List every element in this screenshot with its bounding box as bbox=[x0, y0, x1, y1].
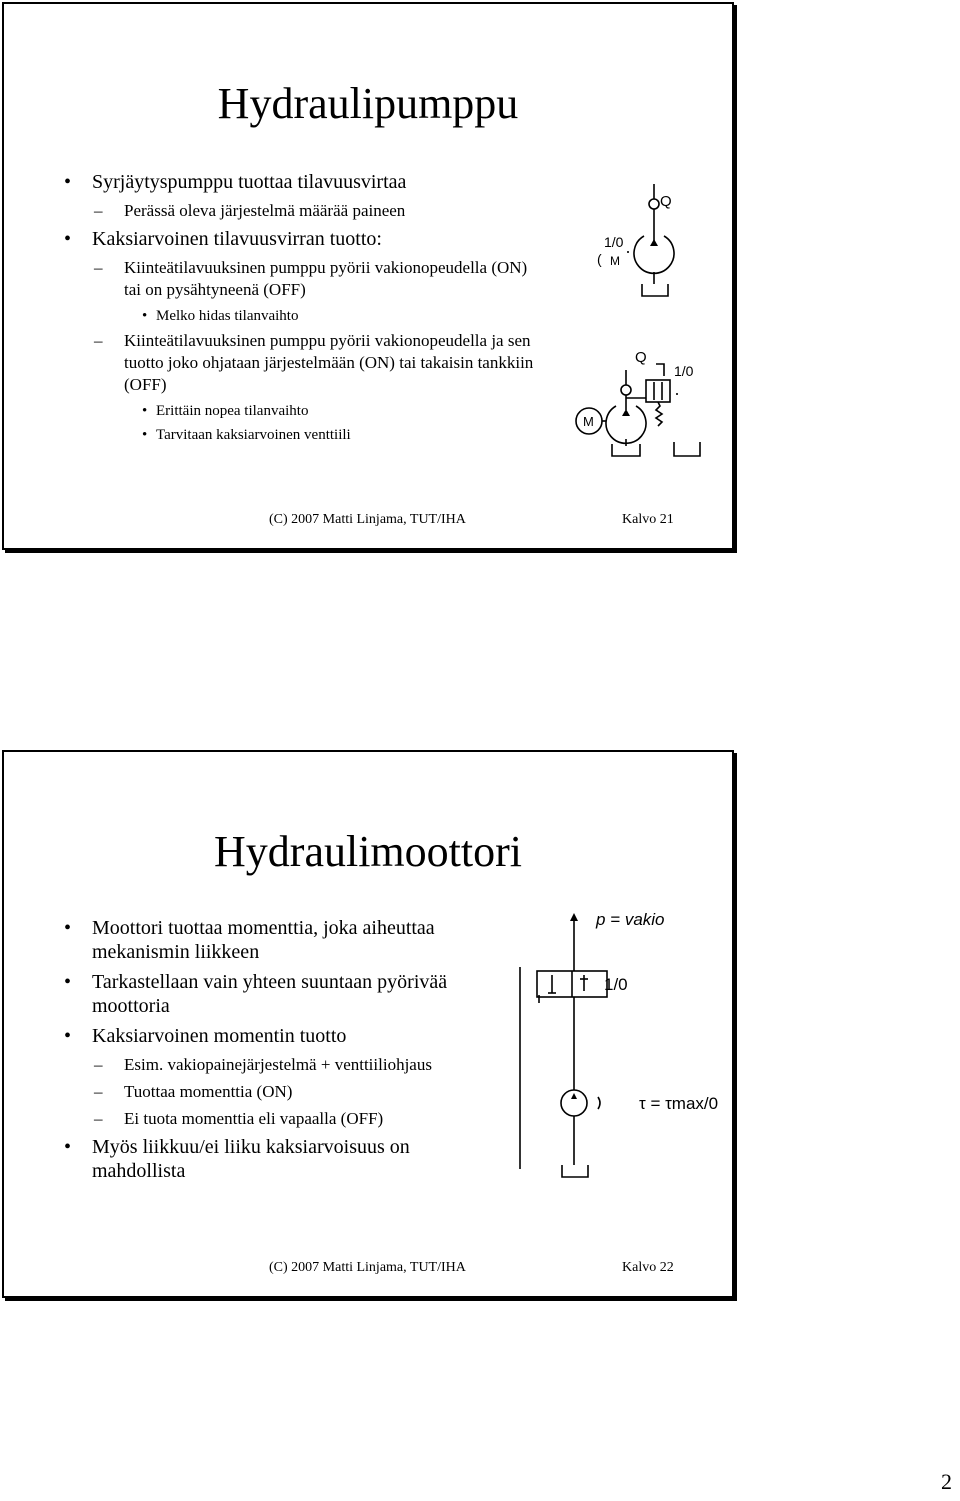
bullet-level-3: • Melko hidas tilanvaihto bbox=[64, 306, 534, 326]
onoff-label-bottom: 1/0 bbox=[674, 363, 694, 379]
bullet-level-2: – Kiinteätilavuuksinen pumppu pyörii vakionopeudella ja sen tuotto joko ohjataan järjestelmään (ON) tai takaisin tankkiin (OFF) bbox=[64, 330, 534, 396]
torque-label: τ = τmax/0 bbox=[639, 1094, 719, 1113]
bullet-level-2: – Ei tuota momenttia eli vapaalla (OFF) bbox=[64, 1108, 474, 1130]
bullet-level-1: • Moottori tuottaa momenttia, joka aiheuttaa mekanismin liikkeen bbox=[64, 916, 474, 964]
slide-title: Hydraulimoottori bbox=[214, 827, 522, 876]
bullet-level-3: • Erittäin nopea tilanvaihto bbox=[64, 401, 534, 421]
bullet-level-1: • Myös liikkuu/ei liiku kaksiarvoisuus on mahdollista bbox=[64, 1135, 474, 1183]
bullet-level-2: – Kiinteätilavuuksinen pumppu pyörii vakionopeudella (ON) tai on pysähtyneenä (OFF) bbox=[64, 257, 534, 301]
valve-label: 1/0 bbox=[604, 975, 628, 994]
bullet-level-2: – Esim. vakiopainejärjestelmä + venttiiliohjaus bbox=[64, 1054, 474, 1076]
bullet-level-1: • Kaksiarvoinen tilavuusvirran tuotto: bbox=[64, 227, 534, 251]
footer-copyright: (C) 2007 Matti Linjama, TUT/IHA bbox=[269, 512, 466, 527]
svg-text:(: ( bbox=[597, 251, 602, 267]
slide-21 bbox=[2, 2, 734, 550]
motor-label-top: M bbox=[610, 254, 620, 268]
bullet-level-1: • Tarkastellaan vain yhteen suuntaan pyörivää moottoria bbox=[64, 970, 474, 1018]
bullet-level-1: • Syrjäytyspumppu tuottaa tilavuusvirtaa bbox=[64, 170, 534, 194]
onoff-label-top: 1/0 bbox=[604, 234, 624, 250]
footer-slide-number: Kalvo 22 bbox=[622, 1260, 674, 1275]
page-number: 2 bbox=[941, 1469, 952, 1494]
slide-22 bbox=[2, 750, 734, 1298]
slide-title: Hydraulipumppu bbox=[217, 79, 519, 128]
motor-circuit-diagram bbox=[494, 907, 729, 1227]
pump-circuit-diagram bbox=[564, 184, 724, 469]
pressure-label: p = vakio bbox=[596, 910, 665, 929]
footer-copyright: (C) 2007 Matti Linjama, TUT/IHA bbox=[269, 1260, 466, 1275]
q-label-bottom: Q bbox=[635, 349, 647, 366]
q-label-top: Q bbox=[660, 193, 672, 210]
bullet-list bbox=[64, 916, 474, 1189]
motor-label-bottom: M bbox=[583, 414, 594, 429]
bullet-level-2: – Tuottaa momenttia (ON) bbox=[64, 1081, 474, 1103]
bullet-level-3: • Tarvitaan kaksiarvoinen venttiili bbox=[64, 425, 534, 445]
bullet-level-1: • Kaksiarvoinen momentin tuotto bbox=[64, 1024, 474, 1048]
bullet-level-2: – Perässä oleva järjestelmä määrää paineen bbox=[64, 200, 534, 222]
footer-slide-number: Kalvo 21 bbox=[622, 512, 674, 527]
bullet-list bbox=[64, 170, 534, 449]
